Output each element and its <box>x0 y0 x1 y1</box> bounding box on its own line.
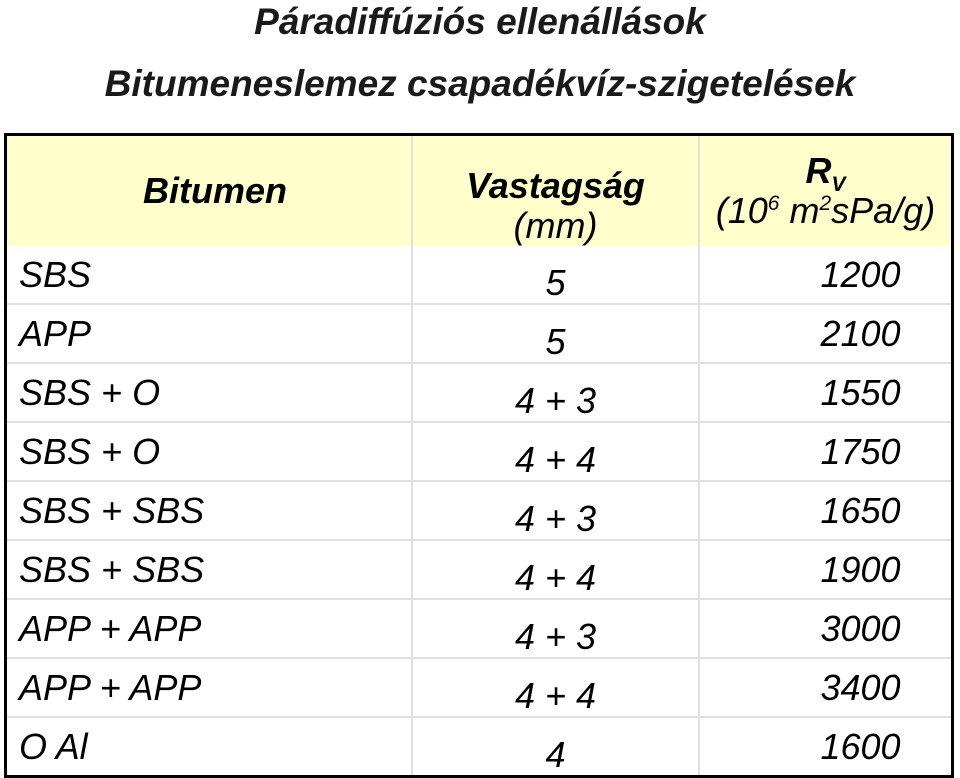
cell-bitumen: APP + APP <box>6 599 413 658</box>
cell-rv: 3400 <box>699 658 953 717</box>
cell-bitumen: O Al <box>19 725 88 767</box>
cell-thickness: 4 + 3 <box>412 599 699 658</box>
header-rv-unit: ($10^6$ $m^2sPa/g$) <box>715 190 936 231</box>
cell-thickness: 5 <box>412 304 699 363</box>
cell-rv: 3000 <box>699 599 953 658</box>
cell-rv: 1900 <box>699 540 953 599</box>
cell-thickness: 4 + 3 <box>412 481 699 540</box>
header-rv-symbol: R <box>805 150 832 191</box>
cell-thickness: 4 + 4 <box>412 540 699 599</box>
page-subtitle: Bitumeneslemez csapadékvíz-szigetelések <box>104 63 856 104</box>
cell-rv: 1750 <box>699 422 953 481</box>
cell-bitumen: APP <box>6 304 413 363</box>
table-row <box>6 717 953 777</box>
header-thickness-label: Vastagság <box>466 165 645 206</box>
cell-bitumen: SBS + O <box>6 363 413 422</box>
table-row <box>6 304 953 363</box>
cell-rv: 2100 <box>699 304 953 363</box>
cell-thickness: 4 <box>412 717 699 777</box>
table-row <box>6 540 953 599</box>
header-rv <box>699 135 953 247</box>
header-rv-subscript: V <box>831 173 846 197</box>
cell-thickness: 5 <box>412 246 699 304</box>
table-row <box>6 246 953 304</box>
table-row <box>6 481 953 540</box>
cell-rv: 1650 <box>699 481 953 540</box>
header-thickness-unit: (mm) <box>513 205 598 246</box>
cell-bitumen: APP + APP <box>6 658 413 717</box>
cell-bitumen: SBS <box>6 246 413 304</box>
cell-bitumen: SBS + SBS <box>6 540 413 599</box>
table-row <box>6 658 953 717</box>
resistance-table <box>4 133 954 778</box>
header-thickness <box>412 135 699 247</box>
header-bitumen: Bitumen <box>6 135 413 247</box>
table-row <box>6 363 953 422</box>
cell-thickness: 4 + 4 <box>412 422 699 481</box>
page-title: Páradiffúziós ellenállások <box>254 1 706 42</box>
cell-rv: 1200 <box>699 246 953 304</box>
cell-rv: 1600 <box>699 717 953 777</box>
cell-thickness: 4 + 4 <box>412 658 699 717</box>
cell-thickness: 4 + 3 <box>412 363 699 422</box>
cell-rv: 1550 <box>699 363 953 422</box>
cell-bitumen: SBS + O <box>6 422 413 481</box>
table-row <box>6 599 953 658</box>
cell-bitumen: SBS + SBS <box>6 481 413 540</box>
table-header-row <box>6 135 953 247</box>
table-row <box>6 422 953 481</box>
